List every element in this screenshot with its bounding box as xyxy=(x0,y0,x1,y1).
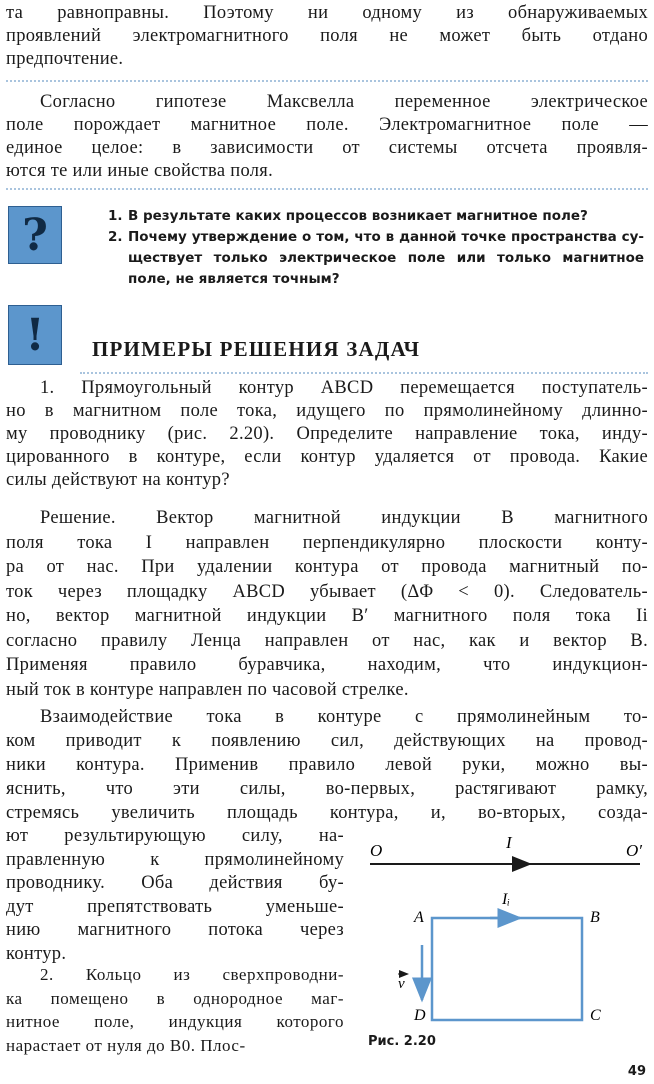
label-d: D xyxy=(414,1007,426,1024)
text-line: но, вектор магнитной индукции B′ магнитного поля тока Ii xyxy=(6,606,648,626)
text-line: Решение. Вектор магнитной индукции B магнитного xyxy=(40,508,648,528)
text-line: му проводнику (рис. 2.20). Определите направление тока, инду- xyxy=(6,424,648,444)
text-line: ра от нас. При удалении контура от провода магнитный по- xyxy=(6,557,648,577)
review-questions xyxy=(108,206,644,290)
text-line: Взаимодействие тока в контуре с прямолинейным то- xyxy=(40,707,648,727)
text-line: контур. xyxy=(6,943,67,964)
question-text: В результате каких процессов возникает магнитное поле? xyxy=(128,208,588,224)
text-line: поля тока I направлен перпендикулярно плоскости конту- xyxy=(6,532,648,553)
text-line: 2. Кольцо из сверхпроводни- xyxy=(40,965,344,984)
solution xyxy=(6,506,648,702)
text-line: ком приводит к появлению сил, действующих на провод- xyxy=(6,731,648,751)
label-o: O xyxy=(370,841,383,860)
divider xyxy=(6,80,648,82)
text-line: согласно правилу Ленца направлен от нас, как и вектор B. xyxy=(6,630,648,651)
text-line: нию магнитного потока через xyxy=(6,920,344,940)
question-text: Почему утверждение о том, что в данной точке пространства су- xyxy=(128,229,644,245)
label-o-prime: O′ xyxy=(626,841,642,860)
text-line: правленную к прямолинейному xyxy=(6,849,344,870)
text-line: стремясь увеличить площадь контура, и, во-вторых, созда- xyxy=(6,803,648,823)
text-line: ники контура. Применив правило левой руки, можно вы- xyxy=(6,755,648,775)
question-text: поле, не является точным? xyxy=(128,271,340,287)
text-line: Согласно гипотезе Максвелла переменное электрическое xyxy=(40,92,648,112)
summary-paragraph xyxy=(6,91,648,183)
text-line: нарастает от нуля до B0. Плос- xyxy=(6,1035,246,1055)
label-i: I xyxy=(506,833,512,852)
divider xyxy=(6,188,648,190)
loop-abcd xyxy=(432,918,582,1020)
text-line: ка помещено в однородное маг- xyxy=(6,988,344,1008)
text-line: предпочтение. xyxy=(6,49,124,69)
text-line: ются те или иные свойства поля. xyxy=(6,161,274,181)
label-a: A xyxy=(414,909,424,926)
page-number: 49 xyxy=(627,1064,646,1079)
label-c: C xyxy=(590,1007,601,1024)
question-item: 1. В результате каких процессов возникает магнитное поле? xyxy=(108,206,644,227)
label-b: B xyxy=(590,909,600,926)
text-line: поле порождает магнитное поле. Электромагнитное поле — xyxy=(6,115,648,135)
divider xyxy=(80,372,648,374)
label-v: v xyxy=(398,976,405,992)
problem-1 xyxy=(6,377,648,492)
problem-2 xyxy=(6,963,344,1057)
figure-2-20 xyxy=(360,830,654,1060)
text-line: проявлений электромагнитного поля не может быть отдано xyxy=(6,26,648,46)
text-line: дут препятствовать уменьше- xyxy=(6,896,344,917)
label-ii: Iᵢ xyxy=(502,891,510,908)
text-line: та равноправны. Поэтому ни одному из обнаруживаемых xyxy=(6,3,648,23)
text-line: цированного в контуре, если контур удаляется от провода. Какие xyxy=(6,447,648,467)
question-text: ществует только электрическое поле или только магнитное xyxy=(128,250,644,266)
question-item: 2. Почему утверждение о том, что в данной точке пространства су- ществует только электрическое поле или только магнитное поле, не является точным? xyxy=(108,227,644,290)
text-line: 1. Прямоугольный контур ABCD перемещается поступатель- xyxy=(40,378,648,398)
interaction-paragraph xyxy=(6,705,648,825)
text-line: ют результирующую силу, на- xyxy=(6,826,344,846)
text-line: ток через площадку ABCD убывает (ΔΦ < 0). Следователь- xyxy=(6,581,648,602)
figure-caption: Рис. 2.20 xyxy=(368,1034,436,1049)
interaction-paragraph-continued xyxy=(6,825,344,966)
text-line: проводнику. Оба действия бу- xyxy=(6,873,344,893)
exclamation-icon: ! xyxy=(8,305,62,365)
text-line: единое целое: в зависимости от системы отсчета проявля- xyxy=(6,138,648,158)
text-line: Применяя правило буравчика, находим, что индукцион- xyxy=(6,655,648,675)
text-line: нитное поле, индукция которого xyxy=(6,1012,344,1031)
text-line: силы действуют на контур? xyxy=(6,470,230,490)
text-line: ный ток в контуре направлен по часовой стрелке. xyxy=(6,679,409,700)
question-mark-icon: ? xyxy=(8,206,62,264)
text-line: но в магнитном поле тока, идущего по прямолинейному длинно- xyxy=(6,401,648,421)
top-paragraph xyxy=(6,2,648,71)
section-heading: ПРИМЕРЫ РЕШЕНИЯ ЗАДАЧ xyxy=(92,337,421,361)
text-line: яснить, что эти силы, во-первых, растягивают рамку, xyxy=(6,779,648,799)
